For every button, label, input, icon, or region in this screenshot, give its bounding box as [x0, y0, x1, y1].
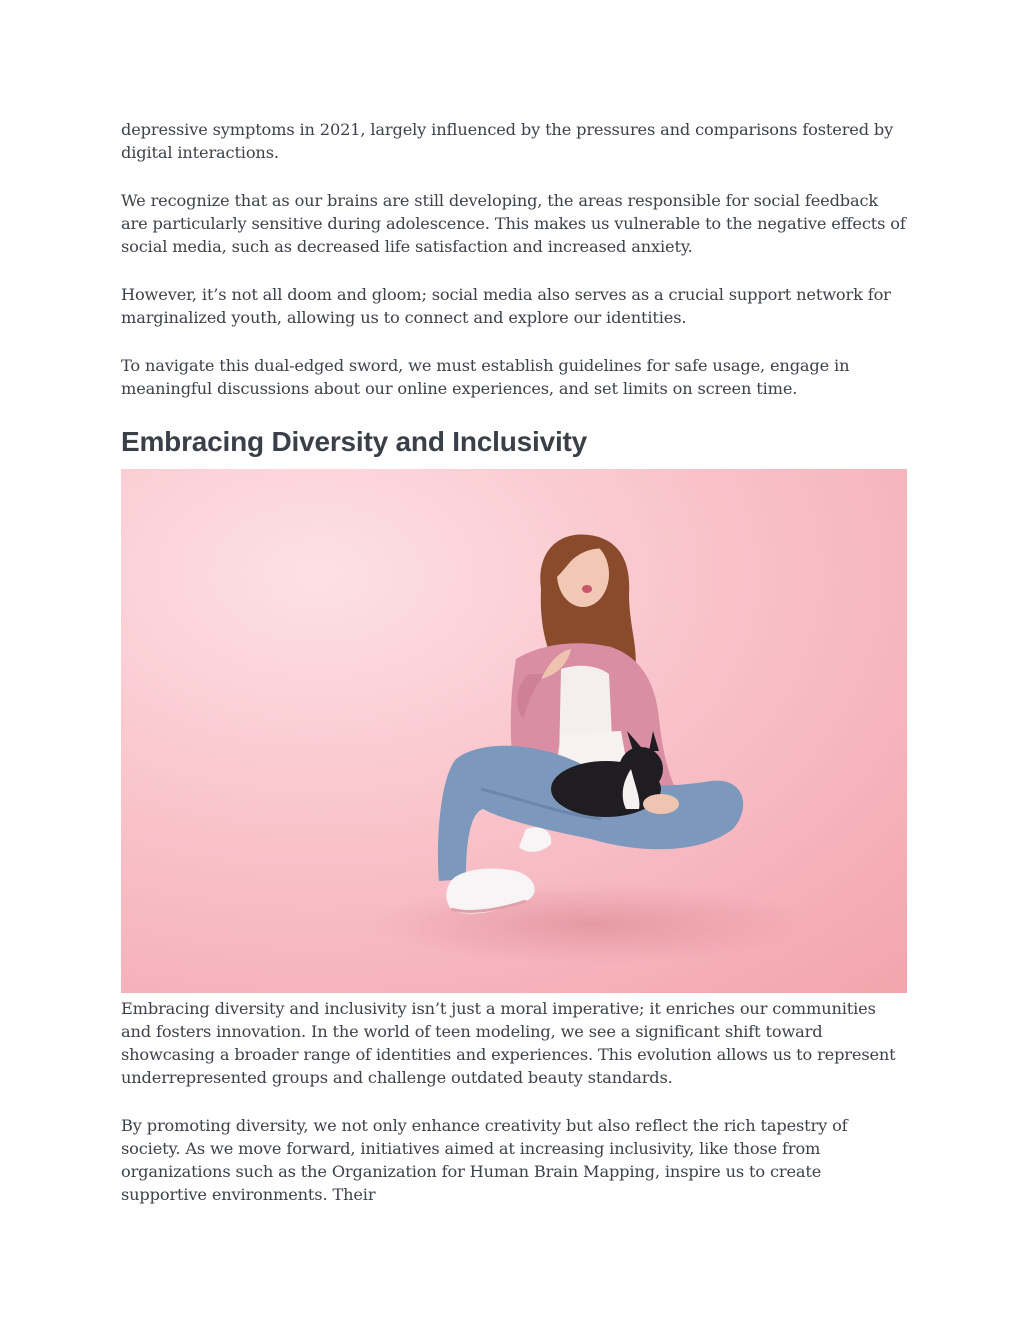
document-page — [121, 118, 907, 1231]
paragraph-promoting-diversity: By promoting diversity, we not only enhance creativity but also reflect the rich tapestry of society. As we move forward, initiatives aimed at increasing inclusivity, like those from organizations such as the Organization for Human Brain Mapping, inspire us to create supportive environments. Their — [121, 1116, 848, 1204]
paragraph-support-network: However, it’s not all doom and gloom; social media also serves as a crucial support network for marginalized youth, allowing us to connect and explore our identities. — [121, 285, 891, 327]
woman-with-dog-photo — [121, 469, 907, 993]
paragraph-brains-developing: We recognize that as our brains are still developing, the areas responsible for social feedback are particularly sensitive during adolescence. This makes us vulnerable to the negative effects of social media, such as decreased life satisfaction and increased anxiety. — [121, 191, 906, 256]
section-heading: Embracing Diversity and Inclusivity — [121, 426, 588, 457]
paragraph-depressive-symptoms: depressive symptoms in 2021, largely influenced by the pressures and comparisons fostered by digital interactions. — [121, 120, 894, 162]
paragraph-embracing-diversity: Embracing diversity and inclusivity isn’t just a moral imperative; it enriches our communities and fosters innovation. In the world of teen modeling, we see a significant shift toward showcasing a broader range of identities and experiences. This evolution allows us to represent underrepresented groups and challenge outdated beauty standards. — [121, 999, 896, 1087]
paragraph-safe-usage: To navigate this dual-edged sword, we must establish guidelines for safe usage, engage in meaningful discussions about our online experiences, and set limits on screen time. — [121, 356, 850, 398]
